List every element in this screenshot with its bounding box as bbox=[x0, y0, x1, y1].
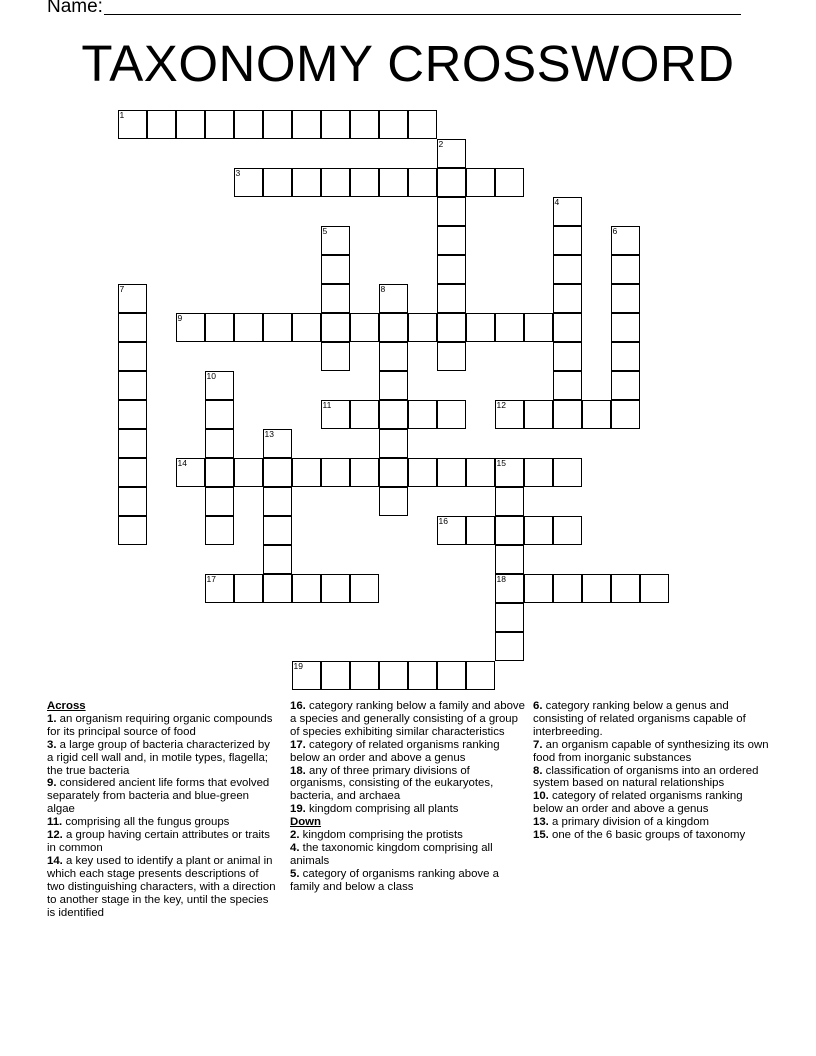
grid-cell[interactable] bbox=[292, 458, 321, 487]
clue-down-10 bbox=[533, 790, 771, 816]
grid-cell[interactable] bbox=[205, 487, 234, 516]
clue-across-1 bbox=[47, 713, 277, 739]
clue-text: an organism requiring organic compounds for its principal source of food bbox=[47, 712, 273, 738]
grid-cell[interactable] bbox=[495, 603, 524, 632]
grid-cell[interactable] bbox=[437, 168, 466, 197]
grid-cell[interactable] bbox=[205, 400, 234, 429]
clue-number-label: 11 bbox=[322, 399, 332, 410]
clue-number-label: 19 bbox=[293, 660, 303, 671]
grid-cell[interactable] bbox=[379, 371, 408, 400]
grid-cell[interactable] bbox=[350, 313, 379, 342]
clue-down-2 bbox=[290, 829, 527, 842]
grid-cell[interactable] bbox=[437, 226, 466, 255]
clue-number: 9. bbox=[47, 777, 57, 790]
clue-text: classification of organisms into an ordered system based on natural relationships bbox=[533, 764, 759, 790]
grid-cell[interactable] bbox=[321, 255, 350, 284]
grid-cell[interactable] bbox=[553, 342, 582, 371]
grid-cell[interactable] bbox=[292, 168, 321, 197]
clue-number-label: 3 bbox=[235, 167, 241, 178]
grid-cell[interactable] bbox=[466, 313, 495, 342]
clue-number-label: 5 bbox=[322, 225, 328, 236]
grid-cell[interactable] bbox=[350, 400, 379, 429]
grid-cell[interactable] bbox=[553, 574, 582, 603]
clue-across-16 bbox=[290, 700, 527, 739]
clue-text: one of the 6 basic groups of taxonomy bbox=[552, 829, 746, 842]
clue-text: category of related organisms ranking below an order and above a genus bbox=[533, 790, 743, 816]
grid-cell[interactable] bbox=[379, 487, 408, 516]
grid-cell[interactable] bbox=[176, 458, 205, 487]
grid-cell[interactable] bbox=[495, 632, 524, 661]
grid-cell[interactable] bbox=[350, 458, 379, 487]
grid-cell[interactable] bbox=[350, 574, 379, 603]
grid-cell[interactable] bbox=[321, 400, 350, 429]
grid-cell[interactable] bbox=[379, 458, 408, 487]
clue-number-label: 15 bbox=[496, 457, 506, 468]
grid-cell[interactable] bbox=[118, 516, 147, 545]
clue-text: a key used to identify a plant or animal in which each stage presents descriptions of two distinguishing characters, with a direction to another stage in the key, until the species is identified bbox=[47, 854, 276, 919]
grid-cell[interactable] bbox=[495, 545, 524, 574]
grid-cell[interactable] bbox=[408, 400, 437, 429]
grid-cell[interactable] bbox=[524, 313, 553, 342]
grid-cell[interactable] bbox=[321, 661, 350, 690]
grid-cell[interactable] bbox=[118, 284, 147, 313]
clue-across-18 bbox=[290, 765, 527, 804]
clue-number-label: 14 bbox=[177, 457, 187, 468]
grid-cell[interactable] bbox=[321, 458, 350, 487]
grid-cell[interactable] bbox=[350, 110, 379, 139]
grid-cell[interactable] bbox=[263, 168, 292, 197]
grid-cell[interactable] bbox=[553, 313, 582, 342]
grid-cell[interactable] bbox=[611, 313, 640, 342]
grid-cell[interactable] bbox=[466, 458, 495, 487]
clue-number: 12. bbox=[47, 829, 63, 842]
grid-cell[interactable] bbox=[118, 400, 147, 429]
grid-cell[interactable] bbox=[437, 313, 466, 342]
grid-cell[interactable] bbox=[437, 197, 466, 226]
clue-across-11 bbox=[47, 816, 277, 829]
clue-number-label: 10 bbox=[206, 370, 216, 381]
clue-number-label: 13 bbox=[264, 428, 274, 439]
page-title: TAXONOMY CROSSWORD bbox=[81, 35, 735, 92]
clue-number: 11. bbox=[47, 816, 63, 829]
clue-across-14 bbox=[47, 855, 277, 920]
grid-cell[interactable] bbox=[408, 458, 437, 487]
clues-column-2 bbox=[290, 700, 527, 894]
grid-cell[interactable] bbox=[205, 371, 234, 400]
grid-cell[interactable] bbox=[292, 313, 321, 342]
grid-cell[interactable] bbox=[263, 458, 292, 487]
clue-across-17 bbox=[290, 739, 527, 765]
clue-number: 14. bbox=[47, 854, 63, 867]
grid-cell[interactable] bbox=[263, 313, 292, 342]
grid-cell[interactable] bbox=[118, 371, 147, 400]
clue-number: 13. bbox=[533, 816, 549, 829]
grid-cell[interactable] bbox=[263, 545, 292, 574]
clue-number: 16. bbox=[290, 700, 306, 712]
grid-cell[interactable] bbox=[350, 661, 379, 690]
grid-cell[interactable] bbox=[379, 284, 408, 313]
clue-number: 2. bbox=[290, 829, 300, 842]
grid-cell[interactable] bbox=[437, 284, 466, 313]
grid-cell[interactable] bbox=[234, 313, 263, 342]
grid-cell[interactable] bbox=[321, 110, 350, 139]
grid-cell[interactable] bbox=[379, 110, 408, 139]
grid-cell[interactable] bbox=[205, 516, 234, 545]
grid-cell[interactable] bbox=[524, 574, 553, 603]
grid-cell[interactable] bbox=[321, 284, 350, 313]
grid-cell[interactable] bbox=[524, 400, 553, 429]
grid-cell[interactable] bbox=[495, 168, 524, 197]
clue-number-label: 12 bbox=[496, 399, 506, 410]
clue-number-label: 17 bbox=[206, 573, 216, 584]
clue-number: 1. bbox=[47, 712, 57, 725]
clue-number-label: 9 bbox=[177, 312, 183, 323]
grid-cell[interactable] bbox=[408, 313, 437, 342]
grid-cell[interactable] bbox=[437, 255, 466, 284]
grid-cell[interactable] bbox=[495, 458, 524, 487]
clue-text: comprising all the fungus groups bbox=[65, 816, 230, 829]
grid-cell[interactable] bbox=[176, 110, 205, 139]
clue-text: any of three primary divisions of organisms, consisting of the eukaryotes, bacteria, and archaea bbox=[290, 764, 494, 803]
grid-cell[interactable] bbox=[176, 313, 205, 342]
grid-cell[interactable] bbox=[205, 574, 234, 603]
grid-cell[interactable] bbox=[350, 168, 379, 197]
grid-cell[interactable] bbox=[408, 661, 437, 690]
grid-cell[interactable] bbox=[263, 574, 292, 603]
grid-cell[interactable] bbox=[379, 429, 408, 458]
clue-number: 7. bbox=[533, 738, 543, 751]
clue-number: 5. bbox=[290, 867, 300, 880]
clue-text: a group having certain attributes or traits in common bbox=[47, 829, 270, 854]
grid-cell[interactable] bbox=[118, 487, 147, 516]
grid-cell[interactable] bbox=[205, 458, 234, 487]
grid-cell[interactable] bbox=[611, 400, 640, 429]
clue-number-label: 2 bbox=[438, 138, 444, 149]
grid-cell[interactable] bbox=[205, 110, 234, 139]
grid-cell[interactable] bbox=[118, 342, 147, 371]
clue-number: 8. bbox=[533, 764, 543, 777]
clue-number: 3. bbox=[47, 738, 57, 751]
grid-cell[interactable] bbox=[292, 110, 321, 139]
clue-down-8 bbox=[533, 765, 771, 791]
grid-cell[interactable] bbox=[495, 400, 524, 429]
grid-cell[interactable] bbox=[466, 168, 495, 197]
grid-cell[interactable] bbox=[147, 110, 176, 139]
grid-cell[interactable] bbox=[553, 255, 582, 284]
clue-text: a primary division of a kingdom bbox=[552, 816, 710, 829]
clue-text: a large group of bacteria characterized by a rigid cell wall and, in motile types, flagella; the true bacteria bbox=[47, 738, 270, 777]
clue-down-13 bbox=[533, 816, 771, 829]
grid-cell[interactable] bbox=[118, 458, 147, 487]
clue-across-9 bbox=[47, 777, 277, 816]
grid-cell[interactable] bbox=[234, 574, 263, 603]
grid-cell[interactable] bbox=[495, 313, 524, 342]
grid-cell[interactable] bbox=[611, 226, 640, 255]
grid-cell[interactable] bbox=[379, 168, 408, 197]
grid-cell[interactable] bbox=[379, 661, 408, 690]
grid-cell[interactable] bbox=[524, 458, 553, 487]
grid-cell[interactable] bbox=[263, 429, 292, 458]
grid-cell[interactable] bbox=[234, 110, 263, 139]
clue-across-19 bbox=[290, 803, 527, 816]
clue-number-label: 4 bbox=[554, 196, 560, 207]
grid-cell[interactable] bbox=[379, 400, 408, 429]
grid-cell[interactable] bbox=[495, 516, 524, 545]
clue-number: 18. bbox=[290, 764, 306, 777]
grid-cell[interactable] bbox=[611, 284, 640, 313]
clue-down-6 bbox=[533, 700, 771, 739]
grid-cell[interactable] bbox=[553, 458, 582, 487]
clues-column-3 bbox=[533, 700, 771, 842]
grid-cell[interactable] bbox=[321, 313, 350, 342]
grid-cell[interactable] bbox=[466, 661, 495, 690]
grid-cell[interactable] bbox=[524, 516, 553, 545]
clue-number: 17. bbox=[290, 738, 306, 751]
clue-number: 6. bbox=[533, 700, 543, 712]
grid-cell[interactable] bbox=[495, 487, 524, 516]
grid-cell[interactable] bbox=[437, 342, 466, 371]
grid-cell[interactable] bbox=[437, 516, 466, 545]
clue-number-label: 16 bbox=[438, 515, 448, 526]
clue-text: category of related organisms ranking below an order and above a genus bbox=[290, 738, 500, 764]
clues-column-1 bbox=[47, 700, 277, 919]
grid-cell[interactable] bbox=[611, 371, 640, 400]
grid-cell[interactable] bbox=[611, 342, 640, 371]
grid-cell[interactable] bbox=[437, 661, 466, 690]
clue-text: category ranking below a family and above a species and generally consisting of a group of species exhibiting similar characteristics bbox=[290, 700, 525, 738]
grid-cell[interactable] bbox=[437, 139, 466, 168]
grid-cell[interactable] bbox=[292, 661, 321, 690]
clue-text: category ranking below a genus and consisting of related organisms capable of interbreeding. bbox=[533, 700, 746, 738]
clue-text: the taxonomic kingdom comprising all animals bbox=[290, 841, 493, 867]
clue-across-3 bbox=[47, 739, 277, 778]
clue-text: kingdom comprising the protists bbox=[302, 829, 463, 842]
clue-number-label: 1 bbox=[119, 109, 125, 120]
grid-cell[interactable] bbox=[321, 342, 350, 371]
clue-number: 15. bbox=[533, 829, 549, 842]
clue-text: category of organisms ranking above a family and below a class bbox=[290, 867, 499, 893]
grid-cell[interactable] bbox=[205, 313, 234, 342]
grid-cell[interactable] bbox=[553, 197, 582, 226]
grid-cell[interactable] bbox=[118, 429, 147, 458]
clue-number: 10. bbox=[533, 790, 549, 803]
grid-cell[interactable] bbox=[379, 313, 408, 342]
clue-text: considered ancient life forms that evolved separately from bacteria and blue-green algae bbox=[47, 777, 270, 816]
grid-cell[interactable] bbox=[263, 110, 292, 139]
clue-down-15 bbox=[533, 829, 771, 842]
down-heading: Down bbox=[290, 816, 322, 829]
across-heading: Across bbox=[47, 700, 86, 712]
clue-down-5 bbox=[290, 868, 527, 894]
grid-cell[interactable] bbox=[118, 110, 147, 139]
name-label: Name: bbox=[47, 0, 103, 17]
grid-cell[interactable] bbox=[118, 313, 147, 342]
grid-cell[interactable] bbox=[437, 458, 466, 487]
grid-cell[interactable] bbox=[408, 168, 437, 197]
clue-number-label: 18 bbox=[496, 573, 506, 584]
clue-text: kingdom comprising all plants bbox=[309, 803, 459, 816]
grid-cell[interactable] bbox=[582, 400, 611, 429]
grid-cell[interactable] bbox=[437, 400, 466, 429]
grid-cell[interactable] bbox=[263, 516, 292, 545]
grid-cell[interactable] bbox=[553, 400, 582, 429]
grid-cell[interactable] bbox=[234, 168, 263, 197]
grid-cell[interactable] bbox=[379, 342, 408, 371]
clue-number-label: 8 bbox=[380, 283, 386, 294]
grid-cell[interactable] bbox=[611, 574, 640, 603]
grid-cell[interactable] bbox=[408, 110, 437, 139]
grid-cell[interactable] bbox=[205, 429, 234, 458]
clue-number: 19. bbox=[290, 803, 306, 816]
grid-cell[interactable] bbox=[292, 574, 321, 603]
grid-cell[interactable] bbox=[553, 371, 582, 400]
grid-cell[interactable] bbox=[553, 516, 582, 545]
clue-text: an organism capable of synthesizing its own food from inorganic substances bbox=[533, 738, 769, 764]
clue-down-4 bbox=[290, 842, 527, 868]
grid-cell[interactable] bbox=[582, 574, 611, 603]
grid-cell[interactable] bbox=[263, 487, 292, 516]
grid-cell[interactable] bbox=[611, 255, 640, 284]
grid-cell[interactable] bbox=[466, 516, 495, 545]
grid-cell[interactable] bbox=[553, 284, 582, 313]
clue-down-7 bbox=[533, 739, 771, 765]
grid-cell[interactable] bbox=[553, 226, 582, 255]
clue-number: 4. bbox=[290, 841, 300, 854]
grid-cell[interactable] bbox=[495, 574, 524, 603]
clue-across-12 bbox=[47, 829, 277, 855]
grid-cell[interactable] bbox=[640, 574, 669, 603]
clue-number-label: 6 bbox=[612, 225, 618, 236]
grid-cell[interactable] bbox=[234, 458, 263, 487]
grid-cell[interactable] bbox=[321, 168, 350, 197]
clue-number-label: 7 bbox=[119, 283, 125, 294]
grid-cell[interactable] bbox=[321, 226, 350, 255]
grid-cell[interactable] bbox=[321, 574, 350, 603]
